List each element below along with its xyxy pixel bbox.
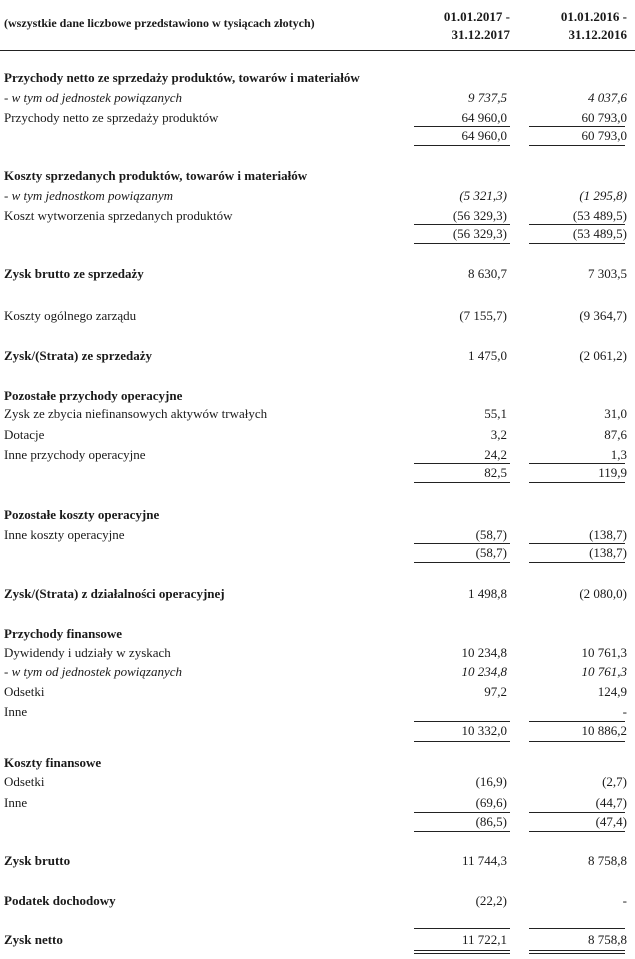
- subtotal-value-2016: 10 886,2: [581, 723, 627, 738]
- column-header-2016-line1: 01.01.2016 -: [560, 9, 627, 24]
- row-value-2017: 8 630,7: [468, 266, 507, 281]
- section-heading-financial-income: Przychody finansowe: [4, 626, 123, 641]
- subtotal-rule: [414, 463, 510, 464]
- row-value-2016: (2 061,2): [579, 348, 627, 363]
- section-heading-cost-of-sales: Koszty sprzedanych produktów, towarów i materiałów: [4, 168, 308, 183]
- profit-on-sales-label: Zysk/(Strata) ze sprzedaży: [4, 348, 153, 363]
- row-value-2017: 3,2: [490, 427, 507, 442]
- column-header-2016-line2: 31.12.2016: [568, 27, 627, 42]
- total-rule: [529, 562, 625, 563]
- section-heading-financial-costs: Koszty finansowe: [4, 755, 102, 770]
- net-profit-bottom-rule: [529, 953, 625, 954]
- total-rule: [414, 562, 510, 563]
- gross-profit-label: Zysk brutto: [4, 853, 71, 868]
- row-value-2016: 7 303,5: [588, 266, 627, 281]
- subtotal-value-2016: (53 489,5): [572, 226, 627, 241]
- row-value-2016: 10 761,3: [581, 645, 627, 660]
- subtotal-value-2017: 10 332,0: [461, 723, 507, 738]
- total-rule: [529, 243, 625, 244]
- total-rule: [414, 145, 510, 146]
- subtotal-rule: [529, 721, 625, 722]
- total-rule: [414, 482, 510, 483]
- row-label: Inne koszty operacyjne: [4, 527, 125, 542]
- row-value-2016: -: [622, 704, 627, 719]
- row-label: Inne: [4, 795, 28, 810]
- row-value-2016: 87,6: [604, 427, 627, 442]
- row-value-2016: (1 295,8): [579, 188, 627, 203]
- subtotal-rule: [529, 463, 625, 464]
- row-label: Przychody netto ze sprzedaży produktów: [4, 110, 219, 125]
- row-value-2016: 8 758,8: [588, 853, 627, 868]
- subtotal-rule: [529, 126, 625, 127]
- net-profit-top-rule: [529, 928, 625, 929]
- row-value-2016: (44,7): [595, 795, 627, 810]
- total-rule: [529, 145, 625, 146]
- section-heading-revenue: Przychody netto ze sprzedaży produktów, towarów i materiałów: [4, 70, 360, 85]
- column-header-2017-line1: 01.01.2017 -: [443, 9, 510, 24]
- row-value-2016: (2,7): [602, 774, 627, 789]
- total-rule: [414, 831, 510, 832]
- net-profit-bottom-rule: [414, 950, 510, 951]
- row-value-2017: (56 329,3): [452, 208, 507, 223]
- subtotal-rule: [414, 126, 510, 127]
- row-value-2017: (22,2): [475, 893, 507, 908]
- row-label: Dotacje: [4, 427, 45, 442]
- section-heading-other-operating-income: Pozostałe przychody operacyjne: [4, 388, 183, 403]
- row-label: Zysk ze zbycia niefinansowych aktywów trwałych: [4, 406, 268, 421]
- row-value-2016: 8 758,8: [588, 932, 627, 947]
- subtotal-rule: [414, 224, 510, 225]
- net-profit-label: Zysk netto: [4, 932, 63, 947]
- income-tax-label: Podatek dochodowy: [4, 893, 116, 908]
- subtotal-value-2017: (56 329,3): [452, 226, 507, 241]
- row-value-2017: 1 475,0: [468, 348, 507, 363]
- subtotal-rule: [529, 224, 625, 225]
- row-value-2016: -: [622, 893, 627, 908]
- row-label: Koszt wytworzenia sprzedanych produktów: [4, 208, 233, 223]
- gross-profit-on-sales-label: Zysk brutto ze sprzedaży: [4, 266, 144, 281]
- subtotal-value-2017: (86,5): [475, 814, 507, 829]
- net-profit-top-rule: [414, 928, 510, 929]
- row-label: - w tym od jednostek powiązanych: [4, 664, 182, 679]
- subtotal-value-2017: (58,7): [475, 545, 507, 560]
- net-profit-bottom-rule: [529, 950, 625, 951]
- row-value-2017: 55,1: [484, 406, 507, 421]
- column-header-2017-line2: 31.12.2017: [451, 27, 510, 42]
- row-value-2017: 11 744,3: [461, 853, 507, 868]
- row-value-2016: 60 793,0: [581, 110, 627, 125]
- row-label: Dywidendy i udziały w zyskach: [4, 645, 171, 660]
- row-label: - w tym od jednostek powiązanych: [4, 90, 182, 105]
- subtotal-value-2016: 119,9: [598, 465, 627, 480]
- row-value-2017: 9 737,5: [468, 90, 507, 105]
- subtotal-rule: [414, 721, 510, 722]
- row-value-2017: 10 234,8: [461, 645, 507, 660]
- row-value-2016: (9 364,7): [579, 308, 627, 323]
- row-value-2017: (58,7): [475, 527, 507, 542]
- subtotal-rule: [529, 543, 625, 544]
- row-value-2017: (16,9): [475, 774, 507, 789]
- total-rule: [529, 831, 625, 832]
- subtotal-value-2016: 60 793,0: [581, 128, 627, 143]
- row-value-2016: 4 037,6: [588, 90, 627, 105]
- net-profit-bottom-rule: [414, 953, 510, 954]
- row-value-2016: (53 489,5): [572, 208, 627, 223]
- row-value-2017: (5 321,3): [459, 188, 507, 203]
- row-value-2017: 64 960,0: [461, 110, 507, 125]
- row-value-2016: 31,0: [604, 406, 627, 421]
- operating-profit-label: Zysk/(Strata) z działalności operacyjnej: [4, 586, 225, 601]
- row-value-2016: 1,3: [610, 447, 627, 462]
- row-value-2017: (7 155,7): [459, 308, 507, 323]
- subtotal-value-2017: 64 960,0: [461, 128, 507, 143]
- subtotal-rule: [414, 812, 510, 813]
- row-value-2016: 124,9: [597, 684, 627, 699]
- row-value-2017: 1 498,8: [468, 586, 507, 601]
- total-rule: [414, 243, 510, 244]
- row-value-2016: 10 761,3: [581, 664, 627, 679]
- row-label: Inne: [4, 704, 28, 719]
- row-label: Odsetki: [4, 684, 45, 699]
- row-label: Odsetki: [4, 774, 45, 789]
- row-label: Koszty ogólnego zarządu: [4, 308, 137, 323]
- units-note: (wszystkie dane liczbowe przedstawiono w tysiącach złotych): [4, 16, 315, 30]
- row-label: - w tym jednostkom powiązanym: [4, 188, 173, 203]
- subtotal-value-2016: (138,7): [589, 545, 627, 560]
- total-rule: [414, 741, 510, 742]
- subtotal-rule: [529, 812, 625, 813]
- total-rule: [529, 482, 625, 483]
- row-value-2017: 11 722,1: [461, 932, 507, 947]
- total-rule: [529, 741, 625, 742]
- row-value-2017: 10 234,8: [461, 664, 507, 679]
- row-label: Inne przychody operacyjne: [4, 447, 146, 462]
- row-value-2016: (138,7): [589, 527, 627, 542]
- row-value-2017: 24,2: [484, 447, 507, 462]
- row-value-2017: 97,2: [484, 684, 507, 699]
- row-value-2017: (69,6): [475, 795, 507, 810]
- subtotal-value-2016: (47,4): [595, 814, 627, 829]
- section-heading-other-operating-costs: Pozostałe koszty operacyjne: [4, 507, 160, 522]
- subtotal-rule: [414, 543, 510, 544]
- subtotal-value-2017: 82,5: [484, 465, 507, 480]
- header-divider: [0, 50, 635, 51]
- row-value-2016: (2 080,0): [579, 586, 627, 601]
